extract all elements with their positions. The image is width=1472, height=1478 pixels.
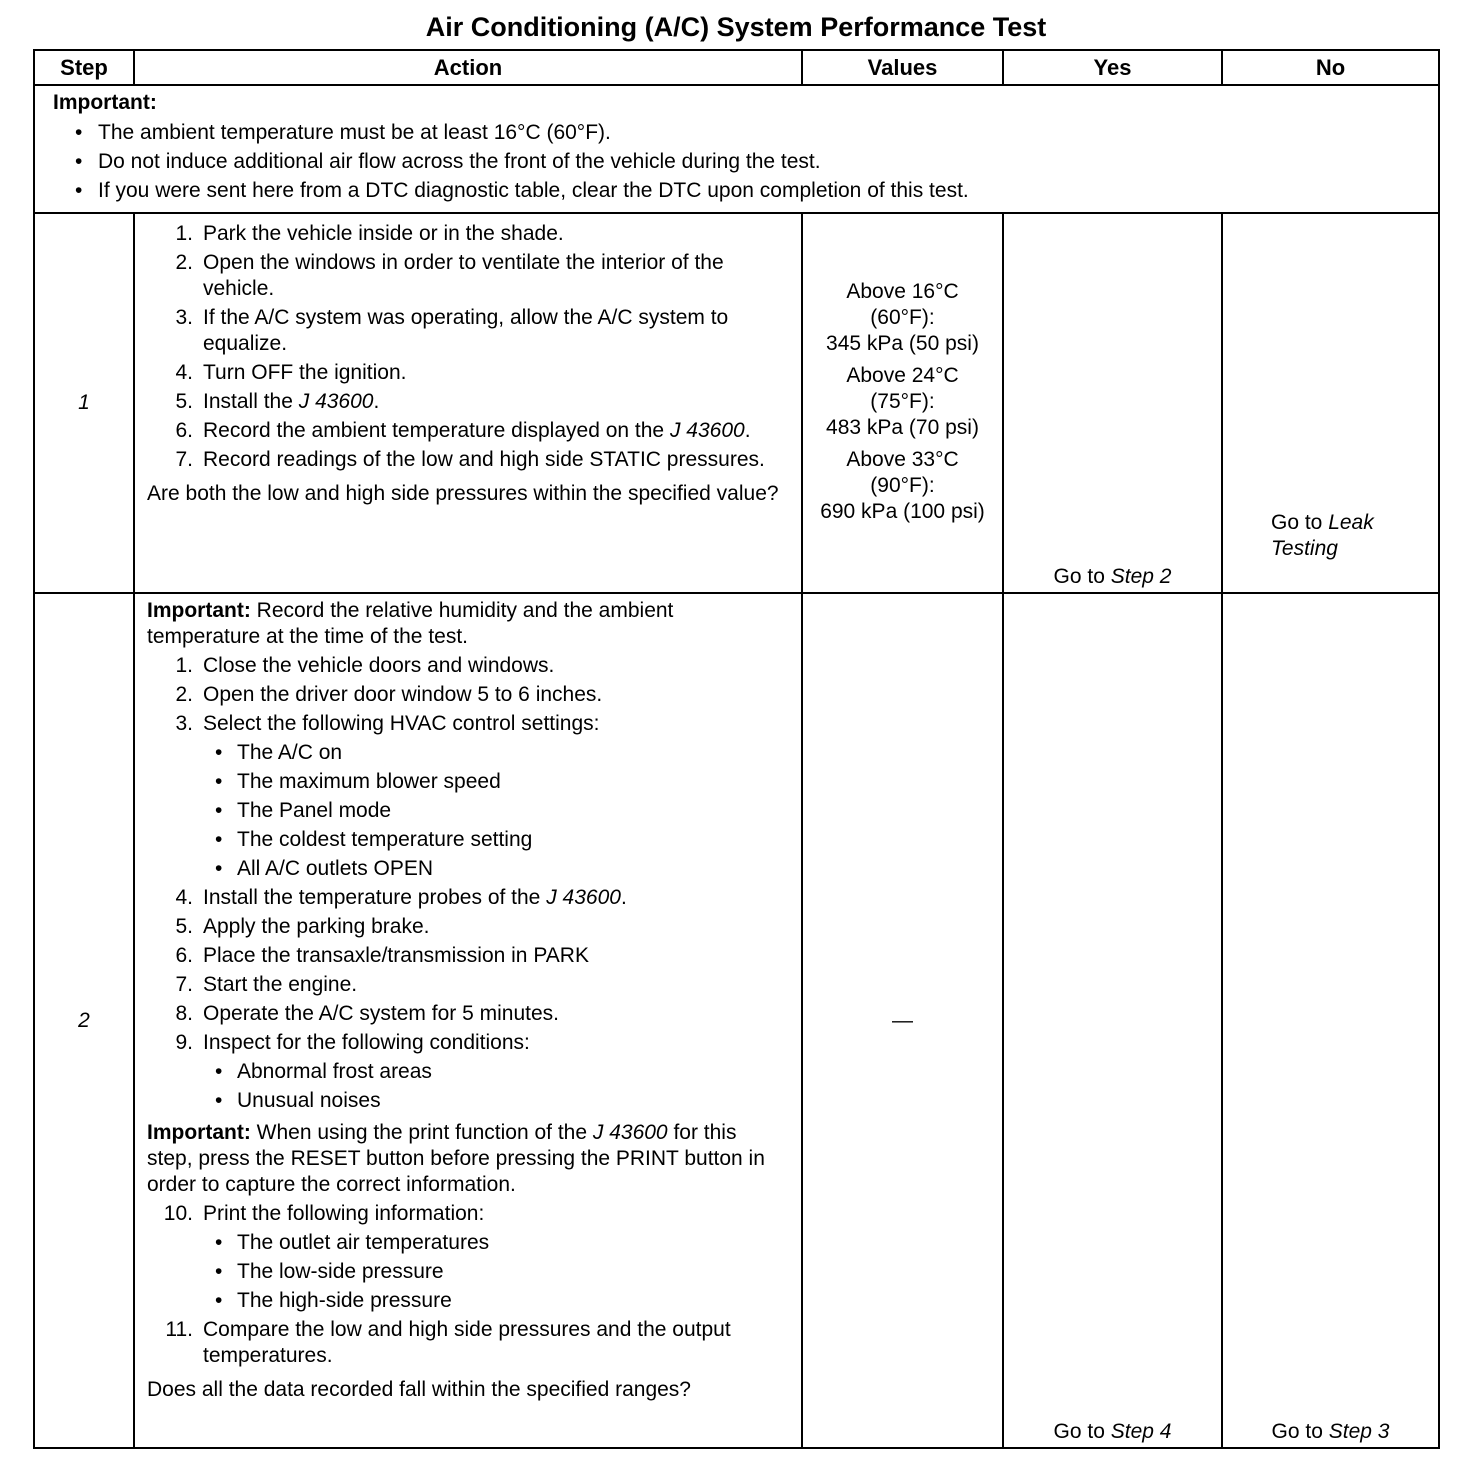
list-item: 5. Install the J 43600. <box>175 390 380 413</box>
list-item: 2. Open the driver door window 5 to 6 inches. <box>175 683 603 706</box>
list-item: 4. Turn OFF the ignition. <box>175 361 407 384</box>
tool-reference: J 43600 <box>298 390 374 413</box>
step-link[interactable]: Step 2 <box>1110 565 1172 588</box>
list-item: 2. Open the windows in order to ventilate the interior of the vehicle. <box>175 251 724 300</box>
important-cell <box>34 85 1439 213</box>
list-item: 8. Operate the A/C system for 5 minutes. <box>175 1002 559 1025</box>
sub-item: • The maximum blower speed <box>203 769 787 795</box>
header-row <box>34 50 1439 85</box>
sub-item: • The low-side pressure <box>203 1259 787 1285</box>
value-block: Above 16°C (60°F): 345 kPa (50 psi) <box>826 280 979 355</box>
sub-item: • Abnormal frost areas <box>203 1059 787 1085</box>
diagnostic-table <box>33 49 1440 1449</box>
important-item: • The ambient temperature must be at least 16°C (60°F). <box>53 118 1422 147</box>
important-row <box>34 85 1439 213</box>
list-item: 7. Record readings of the low and high side STATIC pressures. <box>175 448 765 471</box>
sub-list <box>203 1230 787 1314</box>
important-list <box>53 118 1422 205</box>
step-link[interactable]: Step 3 <box>1328 1420 1390 1443</box>
step-action <box>134 213 802 593</box>
step-number: 2 <box>34 593 134 1448</box>
step-values <box>802 213 1003 593</box>
step-link[interactable]: Leak Testing <box>1271 511 1374 560</box>
tool-reference: J 43600 <box>546 886 621 909</box>
step-no: Go to Step 3 <box>1222 593 1439 1448</box>
step-action <box>134 593 802 1448</box>
important-note: Important: When using the print function of the J 43600 for this step, press the RESET button before pressing the PRINT button in order to capture the correct information. <box>147 1121 765 1196</box>
tool-reference: J 43600 <box>592 1121 668 1144</box>
value-block: Above 24°C (75°F): 483 kPa (70 psi) <box>826 364 979 439</box>
list-item: 4. Install the temperature probes of the J 43600. <box>175 886 627 909</box>
sub-list <box>203 740 787 882</box>
step-number: 1 <box>34 213 134 593</box>
sub-list <box>203 1059 787 1114</box>
step-question: Does all the data recorded fall within the specified ranges? <box>147 1378 691 1401</box>
step-yes: Go to Step 2 <box>1003 213 1222 593</box>
value-block: Above 33°C (90°F): 690 kPa (100 psi) <box>820 448 985 523</box>
sub-item: • Unusual noises <box>203 1088 787 1114</box>
step-question: Are both the low and high side pressures within the specified value? <box>147 482 779 505</box>
step-values: — <box>802 593 1003 1448</box>
header-values: Values <box>802 50 1003 85</box>
list-item: 1. Park the vehicle inside or in the shade. <box>175 222 564 245</box>
sub-item: • The high-side pressure <box>203 1288 787 1314</box>
list-item: 11. Compare the low and high side pressures and the output temperatures. <box>165 1318 731 1367</box>
important-note: Important: Record the relative humidity and the ambient temperature at the time of the test. <box>147 599 674 648</box>
sub-item: • The coldest temperature setting <box>203 827 787 853</box>
step-list <box>147 1201 787 1369</box>
list-item: 3. Select the following HVAC control settings: • The A/C on • The maximum blower speed • The Panel mode • The coldest temperature setting • All A/C outlets OPEN <box>147 711 787 882</box>
important-item: • Do not induce additional air flow across the front of the vehicle during the test. <box>53 147 1422 176</box>
sub-item: • All A/C outlets OPEN <box>203 856 787 882</box>
step-list <box>147 653 787 1114</box>
list-item: 6. Place the transaxle/transmission in PARK <box>175 944 589 967</box>
header-yes: Yes <box>1003 50 1222 85</box>
step-link[interactable]: Step 4 <box>1110 1420 1172 1443</box>
important-label: Important: <box>53 91 157 114</box>
list-item: 1. Close the vehicle doors and windows. <box>175 654 555 677</box>
header-no: No <box>1222 50 1439 85</box>
step-no: Go to Leak Testing <box>1222 213 1439 593</box>
sub-item: • The A/C on <box>203 740 787 766</box>
list-item: 9. Inspect for the following conditions: • Abnormal frost areas • Unusual noises <box>147 1030 787 1114</box>
important-item: • If you were sent here from a DTC diagnostic table, clear the DTC upon completion of this test. <box>53 176 1422 205</box>
step-row-2 <box>34 593 1439 1448</box>
list-item: 5. Apply the parking brake. <box>175 915 430 938</box>
header-step: Step <box>34 50 134 85</box>
list-item: 6. Record the ambient temperature displayed on the J 43600. <box>175 419 751 442</box>
list-item: 10. Print the following information: • The outlet air temperatures • The low-side pressure • The high-side pressure <box>147 1201 787 1314</box>
step-yes: Go to Step 4 <box>1003 593 1222 1448</box>
list-item: 3. If the A/C system was operating, allow the A/C system to equalize. <box>175 306 729 355</box>
step-list <box>147 221 787 473</box>
sub-item: • The Panel mode <box>203 798 787 824</box>
header-action: Action <box>134 50 802 85</box>
list-item: 7. Start the engine. <box>175 973 358 996</box>
tool-reference: J 43600 <box>669 419 745 442</box>
page-title: Air Conditioning (A/C) System Performance Test <box>425 12 1047 42</box>
sub-item: • The outlet air temperatures <box>203 1230 787 1256</box>
step-row-1 <box>34 213 1439 593</box>
